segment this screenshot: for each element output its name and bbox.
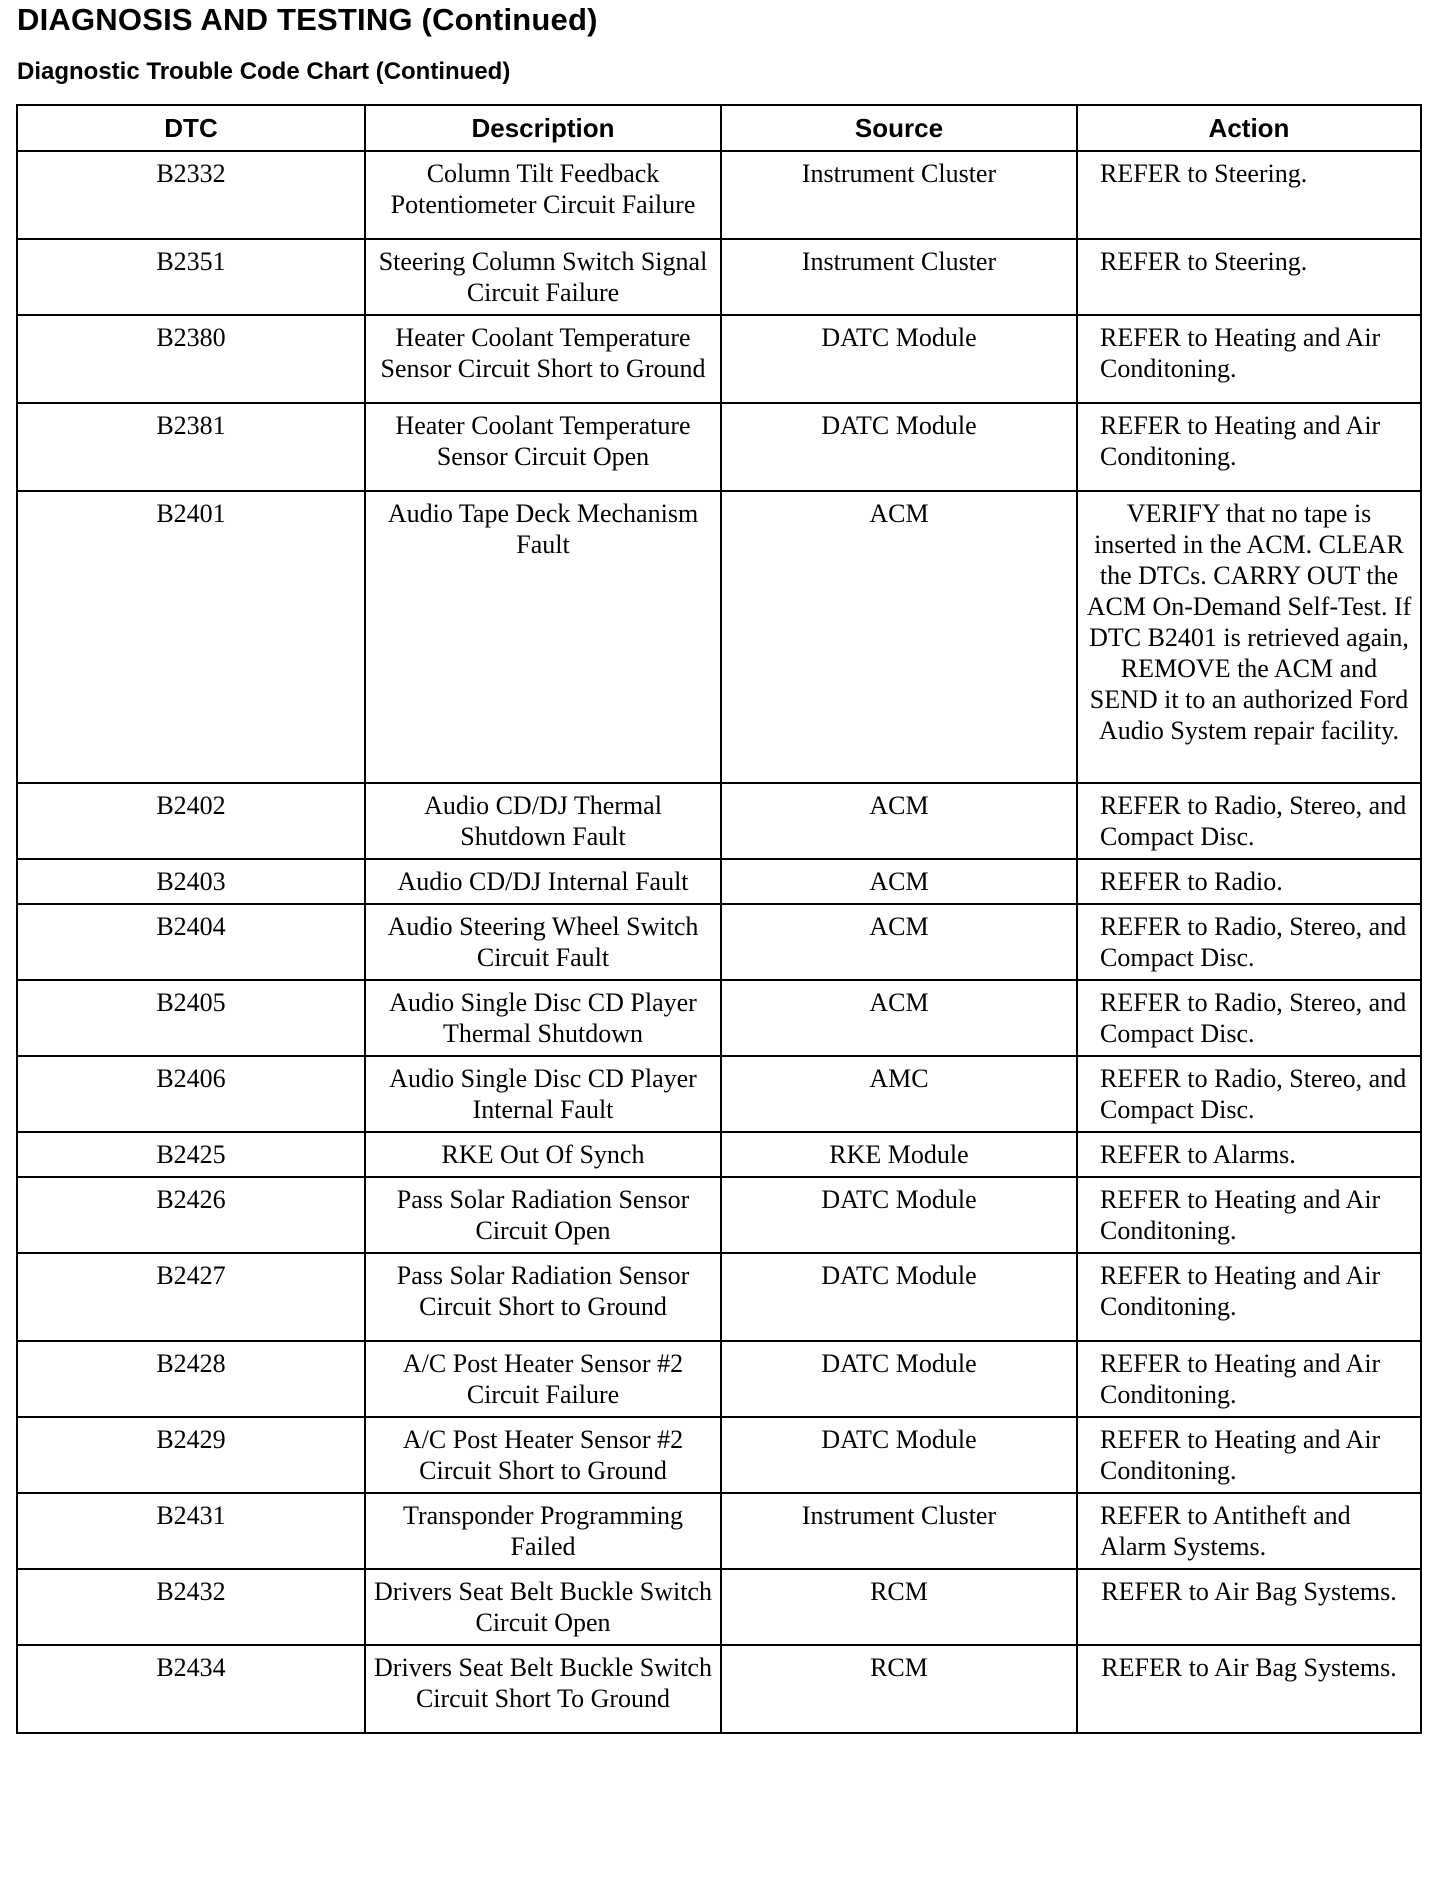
dtc-code: B2381 bbox=[17, 403, 365, 491]
dtc-action: REFER to Air Bag Systems. bbox=[1077, 1569, 1421, 1645]
dtc-source: RKE Module bbox=[721, 1132, 1077, 1177]
table-row bbox=[17, 783, 1421, 859]
dtc-code: B2332 bbox=[17, 151, 365, 239]
dtc-description: Heater Coolant Temperature Sensor Circuit Open bbox=[365, 403, 721, 491]
table-row bbox=[17, 1253, 1421, 1341]
dtc-description: Pass Solar Radiation Sensor Circuit Short to Ground bbox=[365, 1253, 721, 1341]
dtc-code: B2429 bbox=[17, 1417, 365, 1493]
dtc-action: REFER to Heating and Air Conditoning. bbox=[1077, 1177, 1421, 1253]
dtc-code: B2351 bbox=[17, 239, 365, 315]
dtc-source: Instrument Cluster bbox=[721, 151, 1077, 239]
dtc-description: Audio CD/DJ Thermal Shutdown Fault bbox=[365, 783, 721, 859]
dtc-code: B2403 bbox=[17, 859, 365, 904]
dtc-source: DATC Module bbox=[721, 1253, 1077, 1341]
dtc-code: B2405 bbox=[17, 980, 365, 1056]
dtc-source: Instrument Cluster bbox=[721, 239, 1077, 315]
dtc-description: RKE Out Of Synch bbox=[365, 1132, 721, 1177]
dtc-source: ACM bbox=[721, 980, 1077, 1056]
dtc-action: REFER to Radio. bbox=[1077, 859, 1421, 904]
dtc-action: REFER to Heating and Air Conditoning. bbox=[1077, 1341, 1421, 1417]
dtc-description: Audio Single Disc CD Player Internal Fault bbox=[365, 1056, 721, 1132]
dtc-action: REFER to Heating and Air Conditoning. bbox=[1077, 1417, 1421, 1493]
table-row bbox=[17, 1341, 1421, 1417]
dtc-code: B2427 bbox=[17, 1253, 365, 1341]
table-row bbox=[17, 1056, 1421, 1132]
header-action: Action bbox=[1077, 105, 1421, 151]
dtc-action: REFER to Antitheft and Alarm Systems. bbox=[1077, 1493, 1421, 1569]
table-row bbox=[17, 1569, 1421, 1645]
header-dtc: DTC bbox=[17, 105, 365, 151]
dtc-source: ACM bbox=[721, 904, 1077, 980]
dtc-description: Audio Single Disc CD Player Thermal Shutdown bbox=[365, 980, 721, 1056]
table-row bbox=[17, 859, 1421, 904]
dtc-action: REFER to Air Bag Systems. bbox=[1077, 1645, 1421, 1733]
table-row bbox=[17, 491, 1421, 783]
table-header-row bbox=[17, 105, 1421, 151]
dtc-source: RCM bbox=[721, 1569, 1077, 1645]
dtc-source: DATC Module bbox=[721, 1341, 1077, 1417]
table-row bbox=[17, 904, 1421, 980]
dtc-description: Drivers Seat Belt Buckle Switch Circuit Open bbox=[365, 1569, 721, 1645]
dtc-code: B2425 bbox=[17, 1132, 365, 1177]
dtc-source: ACM bbox=[721, 491, 1077, 783]
dtc-action: REFER to Radio, Stereo, and Compact Disc. bbox=[1077, 783, 1421, 859]
dtc-action: REFER to Heating and Air Conditoning. bbox=[1077, 1253, 1421, 1341]
dtc-table bbox=[16, 104, 1422, 1734]
dtc-source: ACM bbox=[721, 859, 1077, 904]
dtc-code: B2401 bbox=[17, 491, 365, 783]
dtc-action: REFER to Steering. bbox=[1077, 151, 1421, 239]
table-row bbox=[17, 1645, 1421, 1733]
dtc-description: Audio CD/DJ Internal Fault bbox=[365, 859, 721, 904]
dtc-source: RCM bbox=[721, 1645, 1077, 1733]
dtc-description: Audio Steering Wheel Switch Circuit Fault bbox=[365, 904, 721, 980]
dtc-action: REFER to Radio, Stereo, and Compact Disc. bbox=[1077, 980, 1421, 1056]
dtc-action: REFER to Heating and Air Conditoning. bbox=[1077, 403, 1421, 491]
dtc-source: DATC Module bbox=[721, 1417, 1077, 1493]
dtc-action: REFER to Heating and Air Conditoning. bbox=[1077, 315, 1421, 403]
dtc-description: Drivers Seat Belt Buckle Switch Circuit Short To Ground bbox=[365, 1645, 721, 1733]
table-row bbox=[17, 315, 1421, 403]
dtc-description: Pass Solar Radiation Sensor Circuit Open bbox=[365, 1177, 721, 1253]
header-description: Description bbox=[365, 105, 721, 151]
dtc-action: REFER to Steering. bbox=[1077, 239, 1421, 315]
dtc-source: DATC Module bbox=[721, 315, 1077, 403]
dtc-code: B2404 bbox=[17, 904, 365, 980]
dtc-source: AMC bbox=[721, 1056, 1077, 1132]
dtc-source: ACM bbox=[721, 783, 1077, 859]
dtc-description: Column Tilt Feedback Potentiometer Circuit Failure bbox=[365, 151, 721, 239]
table-row bbox=[17, 1493, 1421, 1569]
dtc-code: B2431 bbox=[17, 1493, 365, 1569]
dtc-source: DATC Module bbox=[721, 1177, 1077, 1253]
dtc-description: Steering Column Switch Signal Circuit Failure bbox=[365, 239, 721, 315]
dtc-code: B2432 bbox=[17, 1569, 365, 1645]
dtc-action: REFER to Radio, Stereo, and Compact Disc. bbox=[1077, 1056, 1421, 1132]
table-row bbox=[17, 980, 1421, 1056]
header-source: Source bbox=[721, 105, 1077, 151]
dtc-description: Heater Coolant Temperature Sensor Circuit Short to Ground bbox=[365, 315, 721, 403]
table-row bbox=[17, 1132, 1421, 1177]
dtc-description: Audio Tape Deck Mechanism Fault bbox=[365, 491, 721, 783]
table-row bbox=[17, 403, 1421, 491]
table-row bbox=[17, 1417, 1421, 1493]
dtc-code: B2380 bbox=[17, 315, 365, 403]
dtc-code: B2426 bbox=[17, 1177, 365, 1253]
section-title: Diagnostic Trouble Code Chart (Continued) bbox=[17, 58, 511, 85]
dtc-description: A/C Post Heater Sensor #2 Circuit Short to Ground bbox=[365, 1417, 721, 1493]
dtc-action: VERIFY that no tape is inserted in the ACM. CLEAR the DTCs. CARRY OUT the ACM On-Demand Self-Test. If DTC B2401 is retrieved again, REMOVE the ACM and SEND it to an authorized Ford Audio System repair facility. bbox=[1077, 491, 1421, 783]
table-row bbox=[17, 151, 1421, 239]
dtc-code: B2434 bbox=[17, 1645, 365, 1733]
dtc-description: A/C Post Heater Sensor #2 Circuit Failure bbox=[365, 1341, 721, 1417]
table-row bbox=[17, 239, 1421, 315]
dtc-source: Instrument Cluster bbox=[721, 1493, 1077, 1569]
dtc-action: REFER to Radio, Stereo, and Compact Disc. bbox=[1077, 904, 1421, 980]
dtc-source: DATC Module bbox=[721, 403, 1077, 491]
dtc-code: B2406 bbox=[17, 1056, 365, 1132]
dtc-action: REFER to Alarms. bbox=[1077, 1132, 1421, 1177]
page-title: DIAGNOSIS AND TESTING (Continued) bbox=[17, 2, 598, 37]
dtc-description: Transponder Programming Failed bbox=[365, 1493, 721, 1569]
dtc-code: B2428 bbox=[17, 1341, 365, 1417]
dtc-code: B2402 bbox=[17, 783, 365, 859]
table-row bbox=[17, 1177, 1421, 1253]
